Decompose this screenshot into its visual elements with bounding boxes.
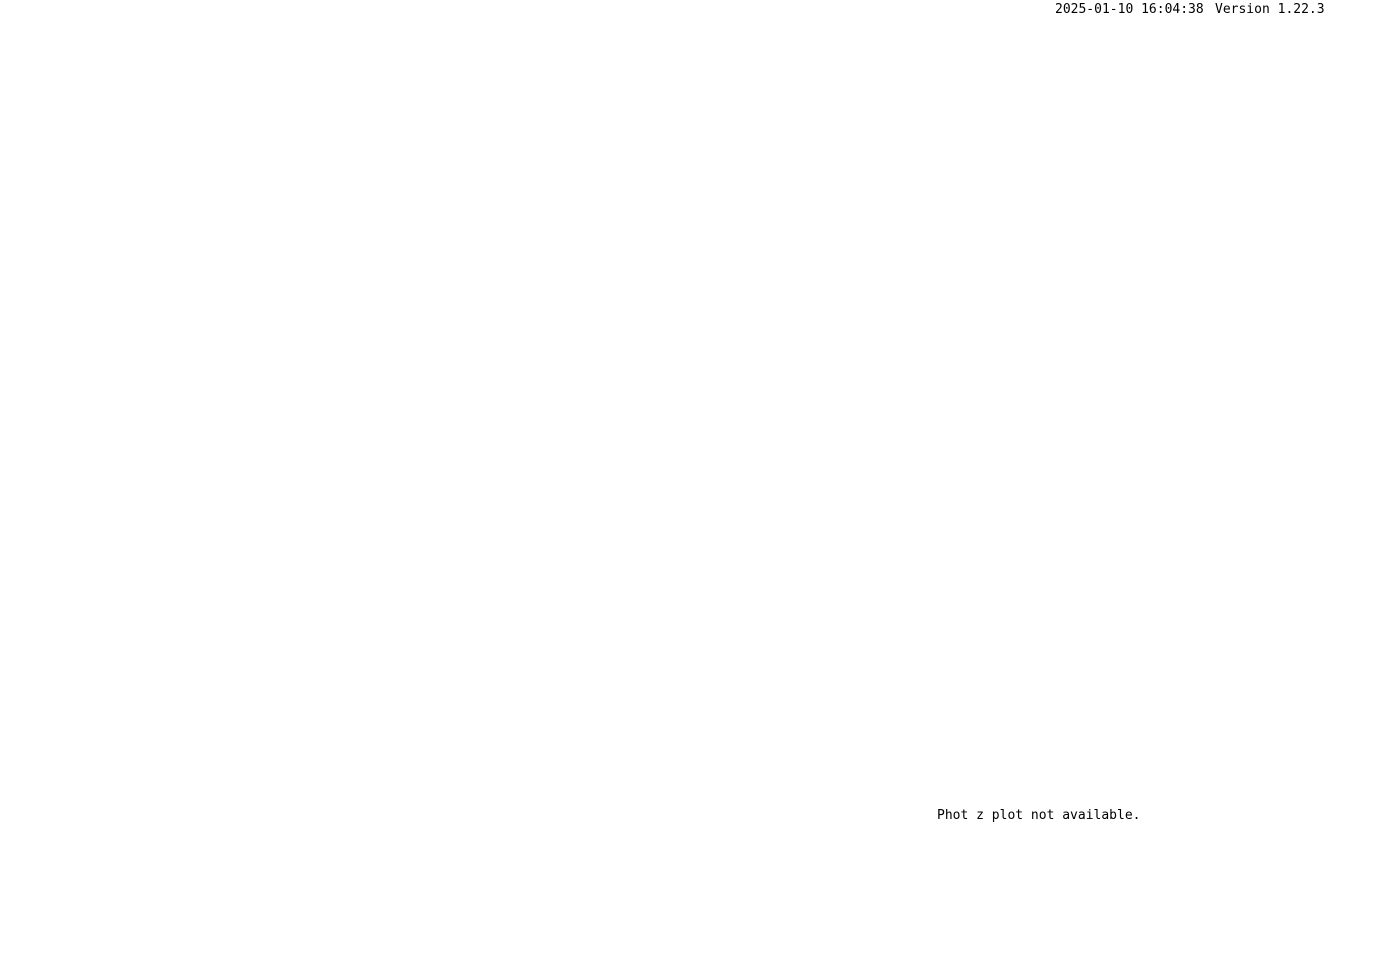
sky-image-section	[810, 30, 1030, 245]
cutout-panels-section	[0, 505, 1400, 735]
report-version: Version 1.22.3	[1215, 2, 1325, 17]
twod-spec-section	[440, 28, 800, 268]
photz-unavailable-notice: Phot z plot not available.	[937, 808, 1141, 823]
full-spectrum-plot	[0, 270, 1400, 480]
report-timestamp: 2025-01-10 16:04:38	[1055, 2, 1204, 17]
line-fit-plot	[1020, 45, 1380, 245]
catalog-match-table	[0, 765, 700, 905]
